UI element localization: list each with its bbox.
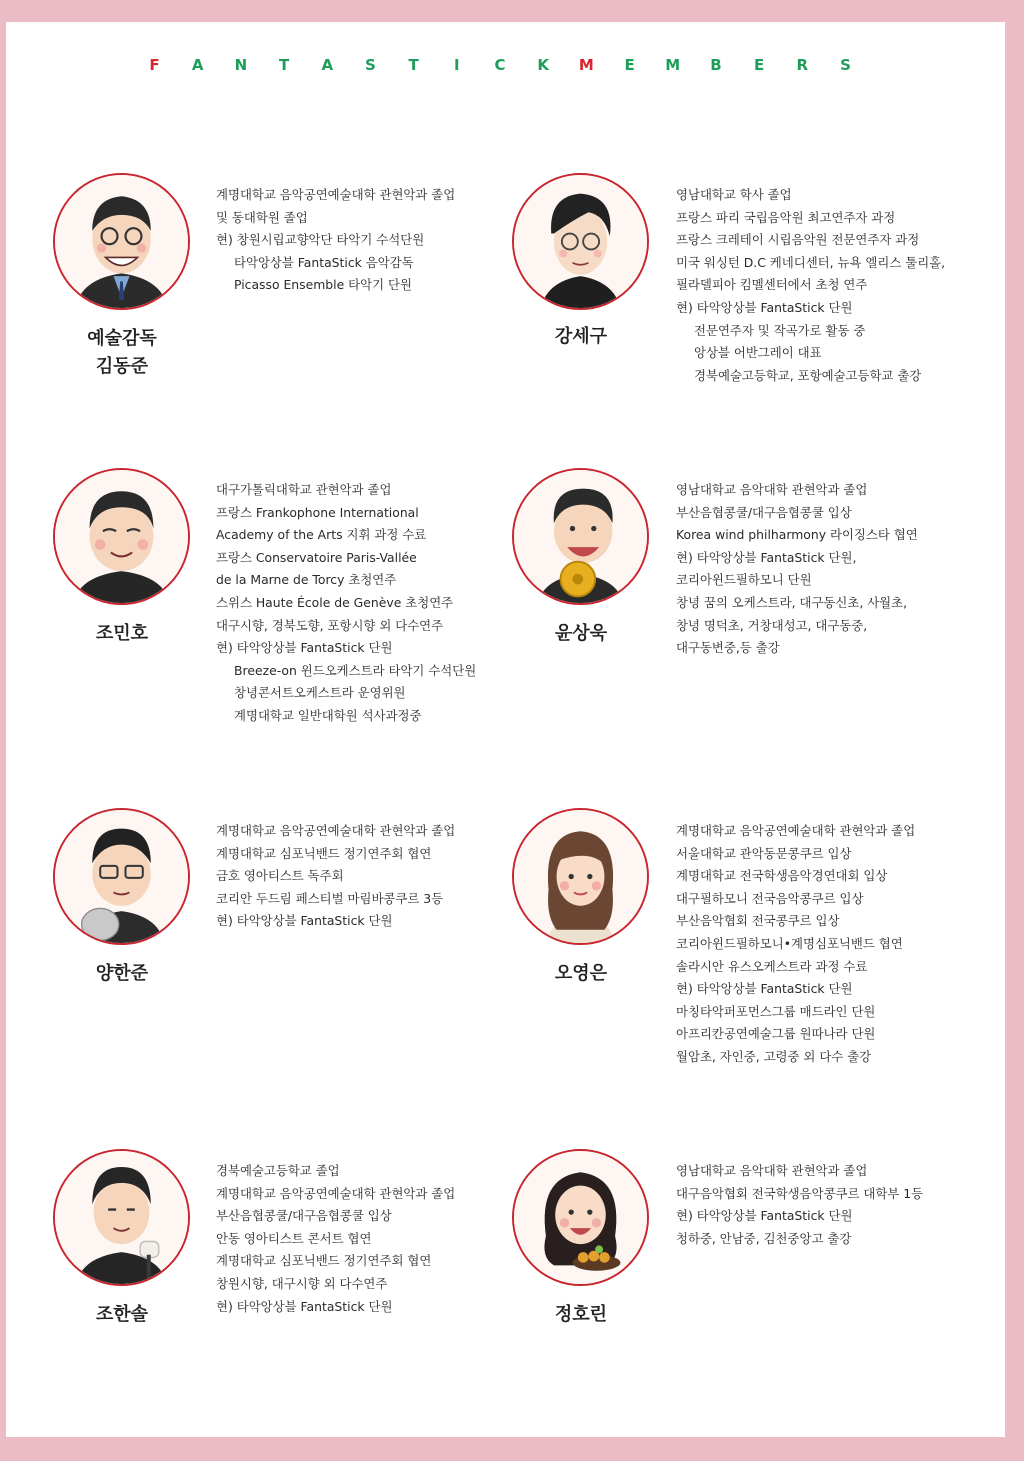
member-bio — [216, 1160, 516, 1318]
bio-line: 전문연주자 및 작곡가로 활동 중 — [694, 322, 866, 338]
bio-line: 코리아윈드필하모니 단원 — [676, 572, 812, 588]
member-name — [42, 325, 202, 381]
member-name-text: 조민호 — [95, 623, 149, 644]
bio-line: 영남대학교 음악대학 관현악과 졸업 — [676, 482, 868, 497]
bio-line: 현) 타악앙상블 FantaStick 단원 — [676, 1208, 853, 1224]
bio-line: 현) 타악앙상블 FantaStick 단원 — [676, 981, 853, 997]
bio-line: 계명대학교 음악공연예술대학 관현악과 졸업 — [676, 823, 916, 838]
title-letter: N — [234, 56, 248, 74]
title-letter: S — [840, 56, 851, 74]
bio-line: 영남대학교 음악대학 관현악과 졸업 — [676, 1163, 868, 1178]
bio-line: Breeze-on 윈드오케스트라 타악기 수석단원 — [234, 662, 477, 678]
avatar-portrait — [53, 1149, 190, 1286]
bio-line: 아프리칸공연예술그룹 원따나라 단원 — [676, 1026, 876, 1042]
title-letter: B — [710, 56, 722, 74]
member-bio — [216, 479, 516, 728]
bio-line: 코리아윈드필하모니•계명심포닉밴드 협연 — [676, 935, 903, 951]
member-name-text: 김동준 — [95, 356, 149, 377]
member-name — [501, 620, 661, 648]
member-name-text: 조한솔 — [95, 1304, 149, 1325]
member-bio — [216, 184, 516, 297]
bio-line: 영남대학교 학사 졸업 — [676, 187, 792, 202]
member-name-text: 양한준 — [95, 963, 149, 984]
avatar-portrait — [53, 808, 190, 945]
bio-line: 계명대학교 전국학생음악경연대회 입상 — [676, 868, 888, 884]
title-letter: M — [665, 56, 681, 74]
portrait-illustration — [55, 1151, 188, 1284]
title-letter: E — [754, 56, 765, 74]
bio-line: 현) 타악앙상블 FantaStick 단원 — [676, 299, 853, 315]
bio-line: 대구필하모니 전국음악콩쿠르 입상 — [676, 890, 864, 906]
bio-line: 필라델피아 킴멜센터에서 초청 연주 — [676, 277, 868, 293]
member-name — [42, 1301, 202, 1329]
bio-line: 계명대학교 심포닉밴드 정기연주회 협연 — [216, 1253, 432, 1269]
title-letter: K — [537, 56, 549, 74]
avatar-portrait — [512, 173, 649, 310]
title-letter: S — [365, 56, 376, 74]
bio-line: 대구동변중,등 출강 — [676, 640, 780, 656]
bio-line: 부산음협콩쿨/대구음협콩쿨 입상 — [676, 504, 852, 520]
bio-line: 프랑스 파리 국립음악원 최고연주자 과정 — [676, 209, 896, 225]
portrait-illustration — [55, 810, 188, 943]
title-letter: M — [578, 56, 594, 74]
bio-line: 타악앙상블 FantaStick 음악감독 — [234, 254, 414, 270]
bio-line: 창원시향, 대구시향 외 다수연주 — [216, 1275, 388, 1291]
bio-line: 안동 영아티스트 콘서트 협연 — [216, 1230, 372, 1246]
bio-line: 앙상블 어반그레이 대표 — [694, 345, 822, 361]
member-bio — [676, 479, 976, 660]
bio-line: 경북예술고등학교 졸업 — [216, 1163, 340, 1178]
bio-line: Academy of the Arts 지휘 과정 수료 — [216, 527, 427, 543]
bio-line: 월암초, 자인중, 고령중 외 다수 출강 — [676, 1048, 872, 1064]
bio-line: 솔라시안 유스오케스트라 과정 수료 — [676, 958, 868, 974]
avatar-portrait — [512, 808, 649, 945]
bio-line: 현) 타악앙상블 FantaStick 단원 — [216, 1298, 393, 1314]
avatar-portrait — [512, 1149, 649, 1286]
bio-line: 프랑스 크레테이 시립음악원 전문연주자 과정 — [676, 232, 920, 248]
bio-line: 부산음협콩쿨/대구음협콩쿨 입상 — [216, 1208, 392, 1224]
portrait-illustration — [514, 175, 647, 308]
member-name — [42, 620, 202, 648]
bio-line: 대구음악협회 전국학생음악콩쿠르 대학부 1등 — [676, 1185, 924, 1201]
member-name — [501, 1301, 661, 1329]
bio-line: 창녕콘서트오케스트라 운영위원 — [234, 685, 406, 701]
avatar-portrait — [512, 468, 649, 605]
title-letter: F — [149, 56, 160, 74]
member-name-text: 강세구 — [554, 326, 608, 347]
member-name-text: 오영은 — [554, 963, 608, 984]
avatar-portrait — [53, 468, 190, 605]
member-name — [42, 960, 202, 988]
member-bio — [676, 1160, 976, 1250]
member-bio — [676, 184, 976, 387]
bio-line: 코리안 두드림 페스티벌 마림바콩쿠르 3등 — [216, 890, 444, 906]
bio-line: Korea wind philharmony 라이징스타 협연 — [676, 527, 918, 543]
title-letter: A — [191, 56, 204, 74]
bio-line: 창녕 명덕초, 거창대성고, 대구동중, — [676, 617, 868, 633]
portrait-illustration — [514, 1151, 647, 1284]
bio-line: 현) 타악앙상블 FantaStick 단원 — [216, 640, 393, 656]
bio-line: 대구시향, 경북도향, 포항시향 외 다수연주 — [216, 617, 444, 633]
bio-line: 및 동대학원 졸업 — [216, 209, 308, 225]
member-name-text: 정호린 — [554, 1304, 608, 1325]
bio-line: 경북예술고등학교, 포항예술고등학교 출강 — [694, 367, 922, 383]
title-letter: I — [454, 56, 460, 74]
bio-line: 부산음악협회 전국콩쿠르 입상 — [676, 913, 840, 929]
portrait-illustration — [514, 470, 647, 603]
member-name — [501, 323, 661, 351]
member-name-text: 윤상욱 — [554, 623, 608, 644]
bio-line: 미국 워싱턴 D.C 케네디센터, 뉴욕 엘리스 툴리홀, — [676, 254, 946, 270]
bio-line: 프랑스 Conservatoire Paris-Vallée — [216, 549, 417, 565]
portrait-illustration — [55, 470, 188, 603]
title-letter: A — [321, 56, 334, 74]
member-role: 예술감독 — [87, 328, 157, 349]
bio-line: 계명대학교 음악공연예술대학 관현악과 졸업 — [216, 823, 456, 838]
bio-line: 대구가톨릭대학교 관현악과 졸업 — [216, 482, 392, 497]
member-bio — [216, 820, 516, 933]
bio-line: 마칭타악퍼포먼스그룹 매드라인 단원 — [676, 1003, 876, 1019]
bio-line: 계명대학교 음악공연예술대학 관현악과 졸업 — [216, 1185, 456, 1201]
bio-line: 금호 영아티스트 독주회 — [216, 868, 344, 884]
bio-line: Picasso Ensemble 타악기 단원 — [234, 277, 412, 293]
member-name — [501, 960, 661, 988]
portrait-illustration — [55, 175, 188, 308]
bio-line: 현) 타악앙상블 FantaStick 단원 — [216, 913, 393, 929]
bio-line: 현) 창원시립교향악단 타악기 수석단원 — [216, 232, 425, 248]
title-letter: C — [494, 56, 506, 74]
title-letter: E — [624, 56, 635, 74]
bio-line: 창녕 꿈의 오케스트라, 대구동신초, 사월초, — [676, 594, 908, 610]
page-title-fantastick-members — [0, 56, 1000, 76]
bio-line: 서울대학교 관악동문콩쿠르 입상 — [676, 845, 852, 861]
bio-line: de la Marne de Torcy 초청연주 — [216, 572, 397, 588]
bio-line: 계명대학교 일반대학원 석사과정중 — [234, 707, 422, 723]
portrait-illustration — [514, 810, 647, 943]
bio-line: 스위스 Haute École de Genève 초청연주 — [216, 594, 454, 610]
avatar-portrait — [53, 173, 190, 310]
bio-line: 프랑스 Frankophone International — [216, 504, 419, 520]
title-letter: T — [278, 56, 290, 74]
title-letter: R — [796, 56, 809, 74]
bio-line: 현) 타악앙상블 FantaStick 단원, — [676, 549, 857, 565]
bio-line: 계명대학교 심포닉밴드 정기연주회 협연 — [216, 845, 432, 861]
member-bio — [676, 820, 976, 1069]
bio-line: 계명대학교 음악공연예술대학 관현악과 졸업 — [216, 187, 456, 202]
bio-line: 청하중, 안남중, 김천중앙고 출강 — [676, 1230, 852, 1246]
title-letter: T — [408, 56, 419, 74]
